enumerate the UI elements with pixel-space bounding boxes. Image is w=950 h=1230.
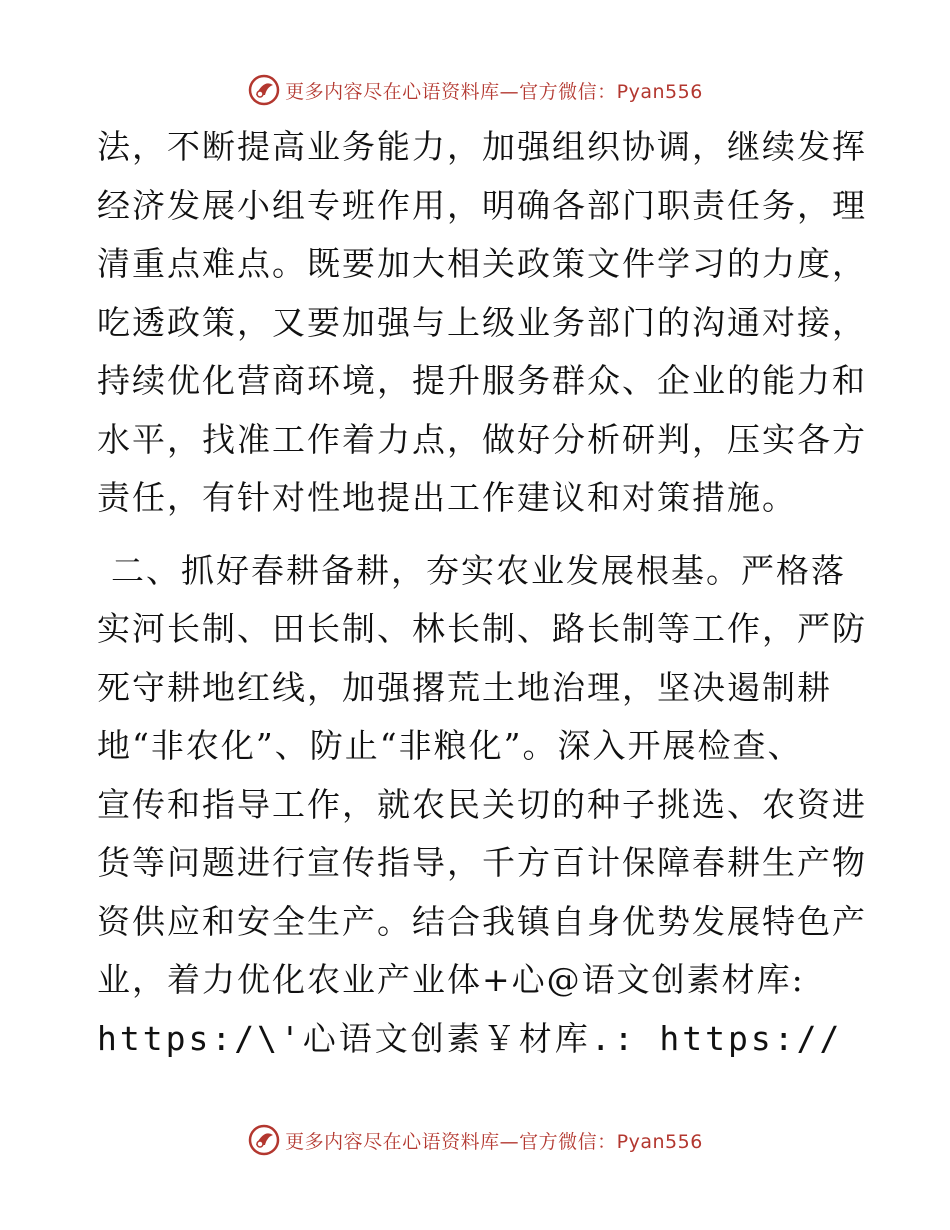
text-line: 经济发展小组专班作用，明确各部门职责任务，理 [97,185,867,225]
paragraph-1 [97,118,877,528]
section-heading-line: 二、抓好春耕备耕，夯实农业发展根基。严格落 [111,550,846,590]
text-line: 持续优化营商环境，提升服务群众、企业的能力和 [97,361,867,400]
text-line: 法，不断提高业务能力，加强组织协调，继续发挥 [97,127,867,166]
header-watermark-banner [0,70,950,110]
text-line: 宣传和指导工作，就农民关切的种子挑选、农资进 [97,784,867,824]
text-line: 清重点难点。既要加大相关政策文件学习的力度， [97,244,867,283]
footer-watermark-banner [0,1120,950,1160]
text-line: 地“非农化”、防止“非粮化”。深入开展检查、 [97,726,803,765]
text-line: 责任，有针对性地提出工作建议和对策措施。 [97,478,797,517]
paragraph-2 [97,542,877,1069]
brand-logo-icon [247,73,281,107]
url-text-line: https:/\'心语文创素￥材库.: https:// [97,1018,843,1058]
text-line: 业，着力优化农业产业体+心@语文创素材库: [97,960,805,999]
text-line: 水平，找准工作着力点，做好分析研判，压实各方 [97,419,867,459]
document-body [97,118,877,1068]
brand-logo-icon [247,1123,281,1157]
text-line: 资供应和安全生产。结合我镇自身优势发展特色产 [97,901,867,941]
text-line: 实河长制、田长制、林长制、路长制等工作，严防 [97,609,867,648]
text-line: 死守耕地红线，加强撂荒土地治理，坚决遏制耕 [97,667,832,707]
header-watermark-text: 更多内容尽在心语资料库—官方微信：Pyan556 [285,80,703,103]
text-line: 货等问题进行宣传指导，千方百计保障春耕生产物 [97,843,867,882]
text-line: 吃透政策，又要加强与上级业务部门的沟通对接， [97,302,867,342]
paragraph-spacer [97,528,877,542]
footer-watermark-text: 更多内容尽在心语资料库—官方微信：Pyan556 [285,1130,703,1153]
